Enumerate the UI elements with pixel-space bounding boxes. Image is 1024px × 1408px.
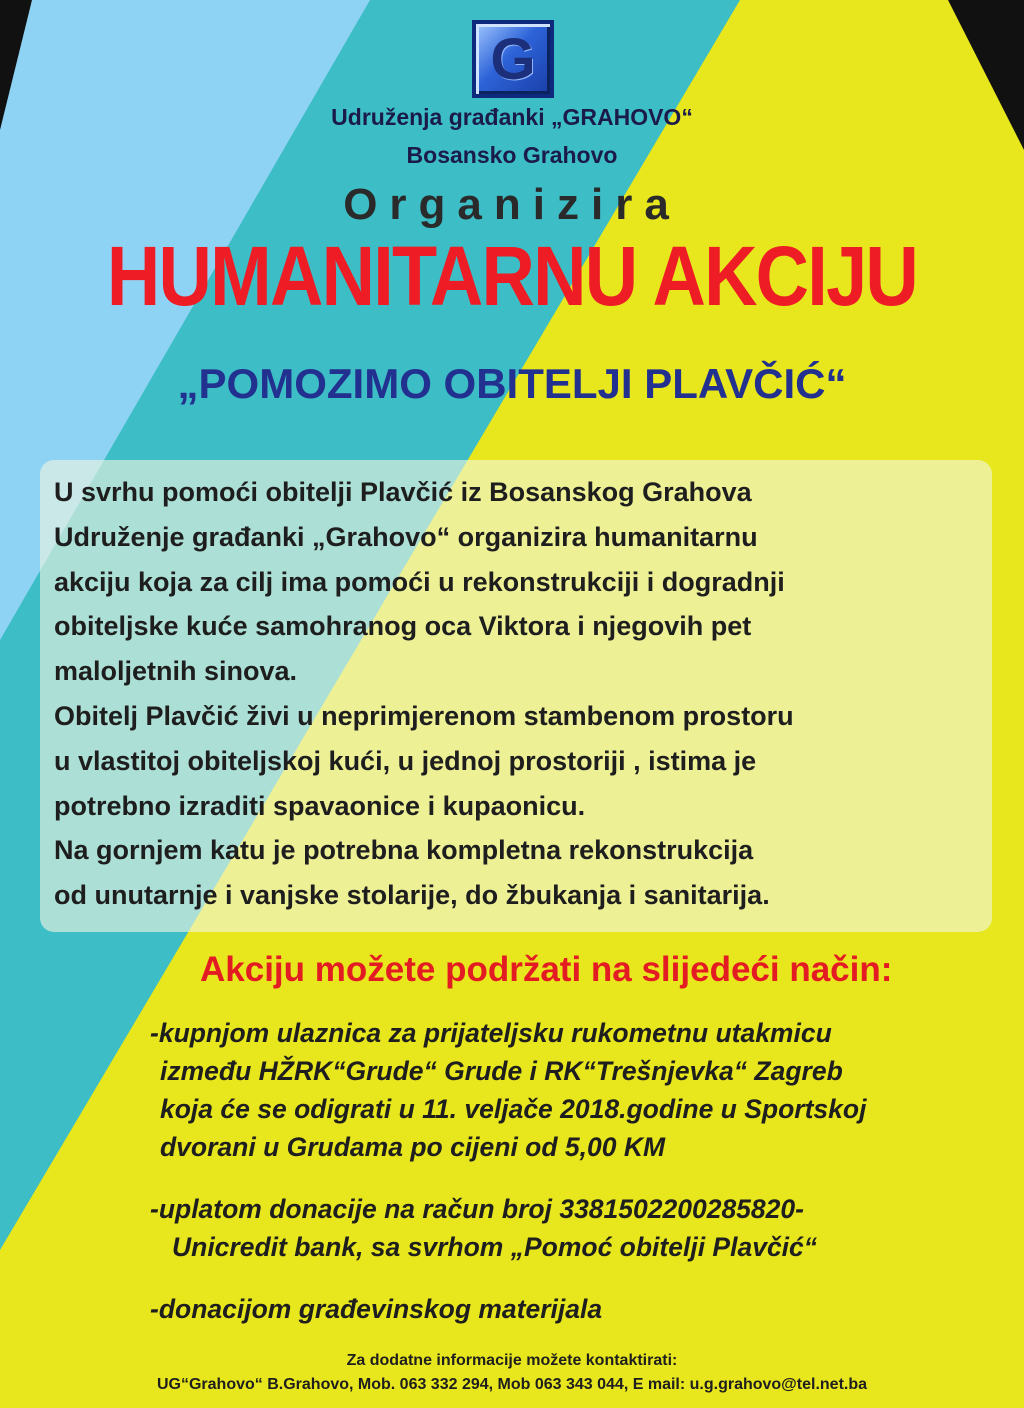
contact-intro: Za dodatne informacije možete kontaktirati:: [346, 1352, 678, 1369]
main-headline: HUMANITARNU AKCIJU: [106, 229, 918, 323]
organization-location: Bosansko Grahovo: [406, 142, 618, 168]
method-ticket-line: između HŽRK“Grude“ Grude i RK“Trešnjevka“ Zagreb: [160, 1056, 843, 1086]
method-donation-line: -uplatom donacije na račun broj 3381502200285820-: [150, 1194, 804, 1224]
description-line: potrebno izraditi spavaonice i kupaonicu.: [54, 790, 586, 821]
description-line: akciju koja za cilj ima pomoći u rekonstrukciji i dogradnji: [54, 566, 785, 597]
logo-g-icon: [472, 20, 554, 98]
description-line: u vlastitoj obiteljskoj kući, u jednoj prostoriji , istima je: [54, 745, 757, 776]
description-box: [40, 460, 992, 932]
logo-letter: G: [490, 27, 536, 92]
description-line: Obitelj Plavčić živi u neprimjerenom stambenom prostoru: [54, 700, 794, 731]
method-donation-line: Unicredit bank, sa svrhom „Pomoć obitelji Plavčić“: [172, 1232, 818, 1262]
description-line: obiteljske kuće samohranog oca Viktora i njegovih pet: [54, 611, 752, 642]
description-line: Udruženje građanki „Grahovo“ organizira humanitarnu: [54, 521, 758, 552]
description-line: Na gornjem katu je potrebna kompletna rekonstrukcija: [54, 835, 754, 866]
description-line: U svrhu pomoći obitelji Plavčić iz Bosanskog Grahova: [54, 477, 752, 507]
campaign-subtitle: „POMOZIMO OBITELJI PLAVČIĆ“: [177, 360, 847, 407]
description-line: od unutarnje i vanjske stolarije, do žbukanja i sanitarija.: [54, 880, 770, 911]
support-heading: Akciju možete podržati na slijedeći način:: [200, 950, 893, 989]
organizira-heading: Organizira: [343, 180, 681, 229]
contact-details: UG“Grahovo“ B.Grahovo, Mob. 063 332 294, Mob 063 343 044, E mail: u.g.grahovo@tel.net.ba: [156, 1376, 868, 1393]
organization-name: Udruženja građanki „GRAHOVO“: [331, 104, 693, 130]
description-line: maloljetnih sinova.: [54, 656, 298, 687]
method-ticket-line: -kupnjom ulaznica za prijateljsku rukometnu utakmicu: [150, 1018, 832, 1048]
method-ticket-line: dvorani u Grudama po cijeni od 5,00 KM: [160, 1132, 666, 1162]
method-materials-line: -donacijom građevinskog materijala: [150, 1294, 603, 1324]
method-ticket-line: koja će se odigrati u 11. veljače 2018.godine u Sportskoj: [160, 1094, 867, 1124]
